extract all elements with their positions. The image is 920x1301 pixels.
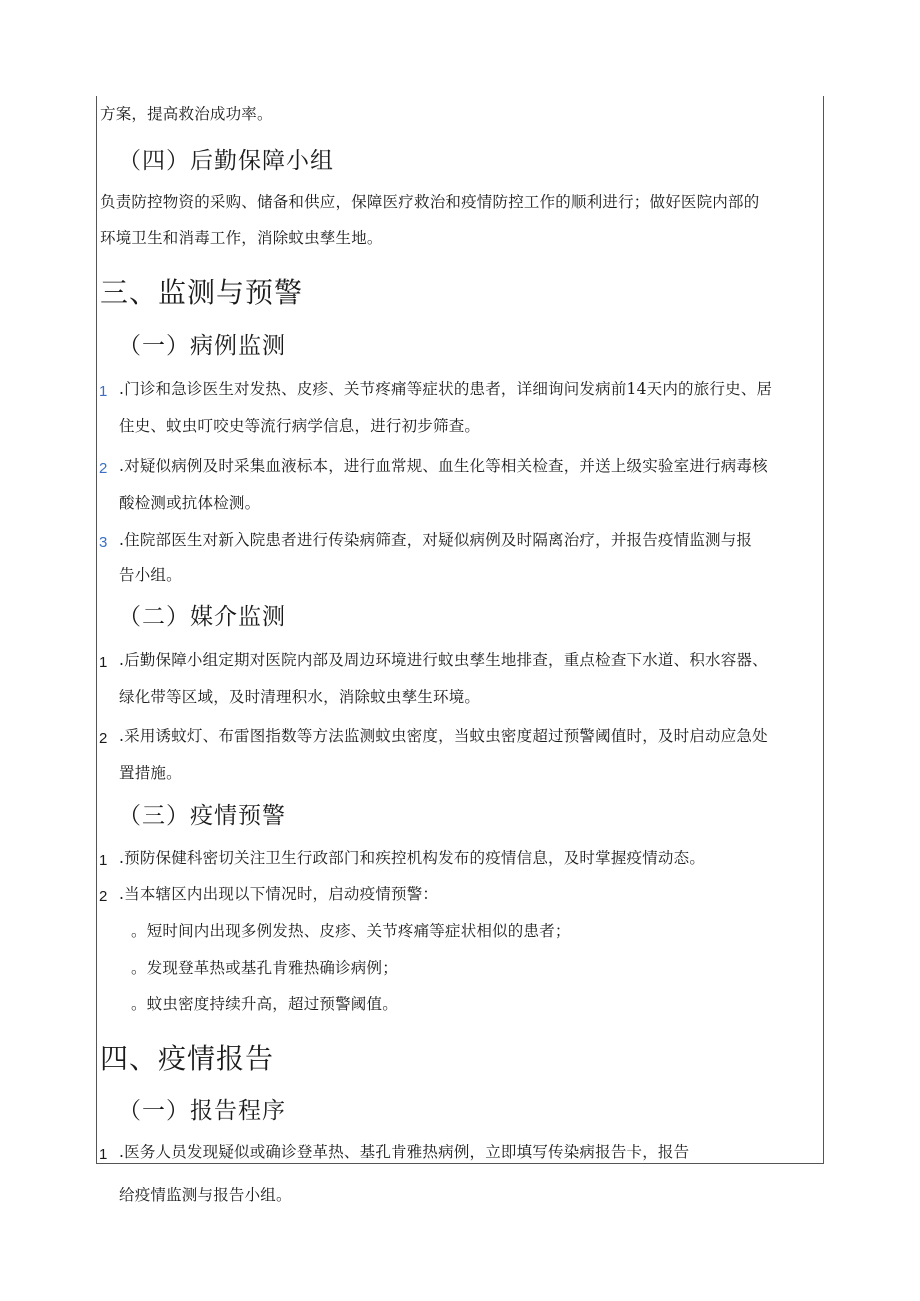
section-title-reporting: 四、疫情报告 [100,1042,275,1075]
list-item-line1: .对疑似病例及时采集血液标本，进行血常规、血生化等相关检查，并送上级实验室进行病毒核 [119,457,768,475]
list-item-line1: .医务人员发现疑似或确诊登革热、基孔肯雅热病例，立即填写传染病报告卡，报告 [119,1143,690,1161]
list-item-line1: .预防保健科密切关注卫生行政部门和疾控机构发布的疫情信息，及时掌握疫情动态。 [119,849,706,867]
subheading-vector-monitoring: （二）媒介监测 [118,604,286,630]
list-number: 1 [99,654,108,671]
list-item-line2: 酸检测或抗体检测。 [119,494,261,512]
subheading-epidemic-warning: （三）疫情预警 [118,803,286,829]
list-item-line1: .采用诱蚊灯、布雷图指数等方法监测蚊虫密度，当蚊虫密度超过预警阈值时，及时启动应急处 [119,727,768,745]
subheading-logistics: （四）后勤保障小组 [118,148,334,174]
list-number: 1 [99,852,108,869]
list-item-line2: 置措施。 [119,764,182,782]
bullet-item: 。短时间内出现多例发热、皮疹、关节疼痛等症状相似的患者； [131,922,571,940]
subheading-case-monitoring: （一）病例监测 [118,333,286,359]
list-number: 2 [99,888,108,905]
list-number: 1 [99,1146,108,1163]
list-item-line2: 告小组。 [119,566,182,584]
list-item-line1: .门诊和急诊医生对发热、皮疹、关节疼痛等症状的患者，详细询问发病前14天内的旅行史、居 [119,380,773,398]
list-number: 1 [99,383,108,400]
list-number: 3 [99,534,108,551]
list-item-line1: .后勤保障小组定期对医院内部及周边环境进行蚊虫孳生地排查，重点检查下水道、积水容器、 [119,651,768,669]
list-number: 2 [99,730,108,747]
paragraph-end: 方案，提高救治成功率。 [100,105,273,123]
section-title-monitoring: 三、监测与预警 [100,276,304,309]
logistics-text-line1: 负责防控物资的采购、储备和供应，保障医疗救治和疫情防控工作的顺利进行；做好医院内部的 [100,193,760,211]
bullet-item: 。蚊虫密度持续升高，超过预警阈值。 [131,995,398,1013]
continuation-text: 给疫情监测与报告小组。 [119,1186,292,1204]
list-item-line2: 住史、蚊虫叮咬史等流行病学信息，进行初步筛查。 [119,417,481,435]
list-item-line2: 绿化带等区域，及时清理积水，消除蚊虫孳生环境。 [119,688,481,706]
list-item-line1: .当本辖区内出现以下情况时，启动疫情预警： [119,885,439,903]
bullet-item: 。发现登革热或基孔肯雅热确诊病例； [131,959,398,977]
list-item-line1: .住院部医生对新入院患者进行传染病筛查，对疑似病例及时隔离治疗，并报告疫情监测与报 [119,531,753,549]
subheading-report-procedure: （一）报告程序 [118,1098,286,1124]
logistics-text-line2: 环境卫生和消毒工作，消除蚊虫孳生地。 [100,229,383,247]
list-number: 2 [99,460,108,477]
